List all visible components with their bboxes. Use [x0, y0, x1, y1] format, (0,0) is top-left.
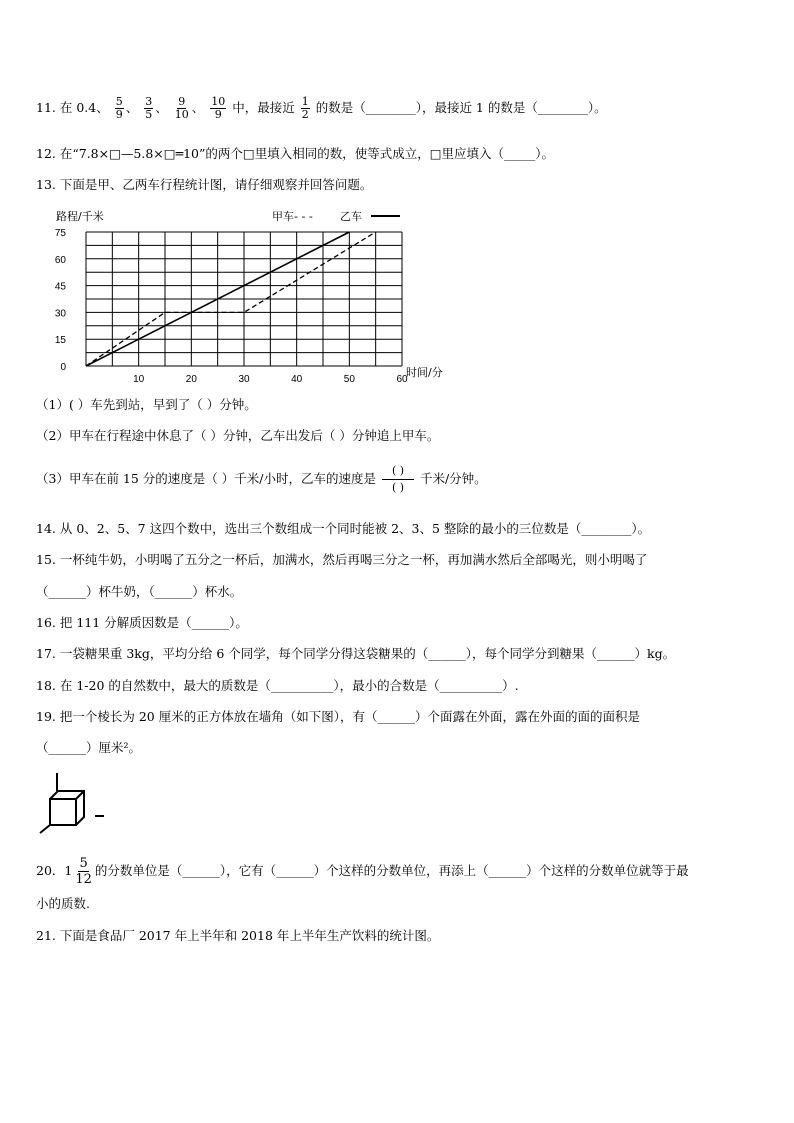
question-11: 11. 在 0.4、 $\frac{5}{9}$ 、 $\frac{3}{5}$ 、 $\frac{9}{10}$ 、 $\frac{10}{9}$ 中，最接近 $\frac{1}{2}$ 的数是（________），最接近 1 的数是（________）。 [36, 95, 607, 121]
question-13-part-3: （3）甲车在前 15 分的速度是（ ）千米/小时，乙车的速度是 ( ) ( ) 千米/分钟。 [36, 464, 487, 494]
question-12: 12. 在“7.8×□—5.8×□═10”的两个□里填入相同的数，使等式成立，□里应填入（_____）。 [36, 146, 555, 161]
q11-pre: 在 0.4、 [59, 100, 109, 115]
fraction: $\frac{5}{12}$ [75, 856, 92, 887]
y-axis-label: 路程/千米 [56, 210, 104, 223]
y-tick-label: 15 [54, 335, 66, 347]
fraction: $\frac{3}{5}$ [145, 95, 153, 121]
y-tick-label: 0 [60, 362, 66, 373]
cube-in-corner-figure [38, 771, 108, 836]
answer-blank[interactable]: ________ [365, 100, 416, 115]
question-14: 14. 从 0、2、5、7 这四个数中，选出三个数组成一个同时能被 2、3、5 整除的最小的三位数是（________）。 [36, 521, 651, 536]
x-axis-label: 时间/分 [406, 366, 443, 379]
q11-mid: 中，最接近 [232, 100, 295, 115]
travel-chart [44, 206, 464, 392]
legend-label-jia: 甲车- - - [272, 210, 313, 223]
y-tick-label: 30 [54, 308, 66, 320]
question-13-part-2: （2）甲车在行程途中休息了（ ）分钟，乙车出发后（ ）分钟追上甲车。 [36, 428, 440, 443]
question-13: 13. 下面是甲、乙两车行程统计图，请仔细观察并回答问题。 [36, 177, 373, 192]
x-tick-label: 40 [291, 374, 303, 385]
q11-number: 11. [36, 100, 56, 115]
question-15-line-2: （______）杯牛奶，（______）杯水。 [36, 584, 243, 599]
x-tick-label: 60 [396, 374, 408, 385]
answer-blank[interactable]: ________ [537, 100, 588, 115]
question-20-line-2: 小的质数. [36, 896, 90, 911]
fraction: $\frac{9}{10}$ [174, 95, 189, 121]
question-16: 16. 把 111 分解质因数是（______）。 [36, 615, 248, 630]
question-19-line-1: 19. 把一个棱长为 20 厘米的正方体放在墙角（如下图），有（______）个面露在外面，露在外面的面的面积是 [36, 709, 640, 724]
x-tick-label: 50 [343, 374, 355, 385]
question-18: 18. 在 1-20 的自然数中，最大的质数是（__________），最小的合数是（__________）. [36, 678, 519, 693]
fraction-half: $\frac{1}{2}$ [301, 95, 309, 121]
question-13-part-1: （1）( ）车先到站，早到了（ ）分钟。 [36, 397, 257, 412]
question-20: 20．1 $\frac{5}{12}$ 的分数单位是（______），它有（______）个这样的分数单位，再添上（______）个这样的分数单位就等于最 [36, 856, 689, 887]
line-chart-svg [44, 206, 464, 392]
y-tick-label: 75 [54, 228, 66, 239]
fraction: $\frac{10}{9}$ [211, 95, 226, 121]
fraction: $\frac{5}{9}$ [115, 95, 123, 121]
y-tick-label: 60 [54, 254, 66, 266]
question-17: 17. 一袋糖果重 3kg，平均分给 6 个同学，每个同学分得这袋糖果的（______），每个同学分到糖果（______）kg。 [36, 646, 676, 661]
x-tick-label: 20 [185, 374, 197, 385]
fraction-blank[interactable]: ( ) ( ) [382, 464, 414, 495]
y-tick-label: 45 [54, 281, 66, 293]
question-15-line-1: 15. 一杯纯牛奶，小明喝了五分之一杯后，加满水，然后再喝三分之一杯，再加满水然后全部喝光，则小明喝了 [36, 552, 648, 567]
question-19-line-2: （______）厘米²。 [36, 740, 142, 755]
x-tick-label: 30 [238, 374, 250, 385]
question-21: 21. 下面是食品厂 2017 年上半年和 2018 年上半年生产饮料的统计图。 [36, 928, 440, 943]
x-tick-label: 10 [133, 374, 145, 385]
legend-label-yi: 乙车 [340, 210, 362, 223]
